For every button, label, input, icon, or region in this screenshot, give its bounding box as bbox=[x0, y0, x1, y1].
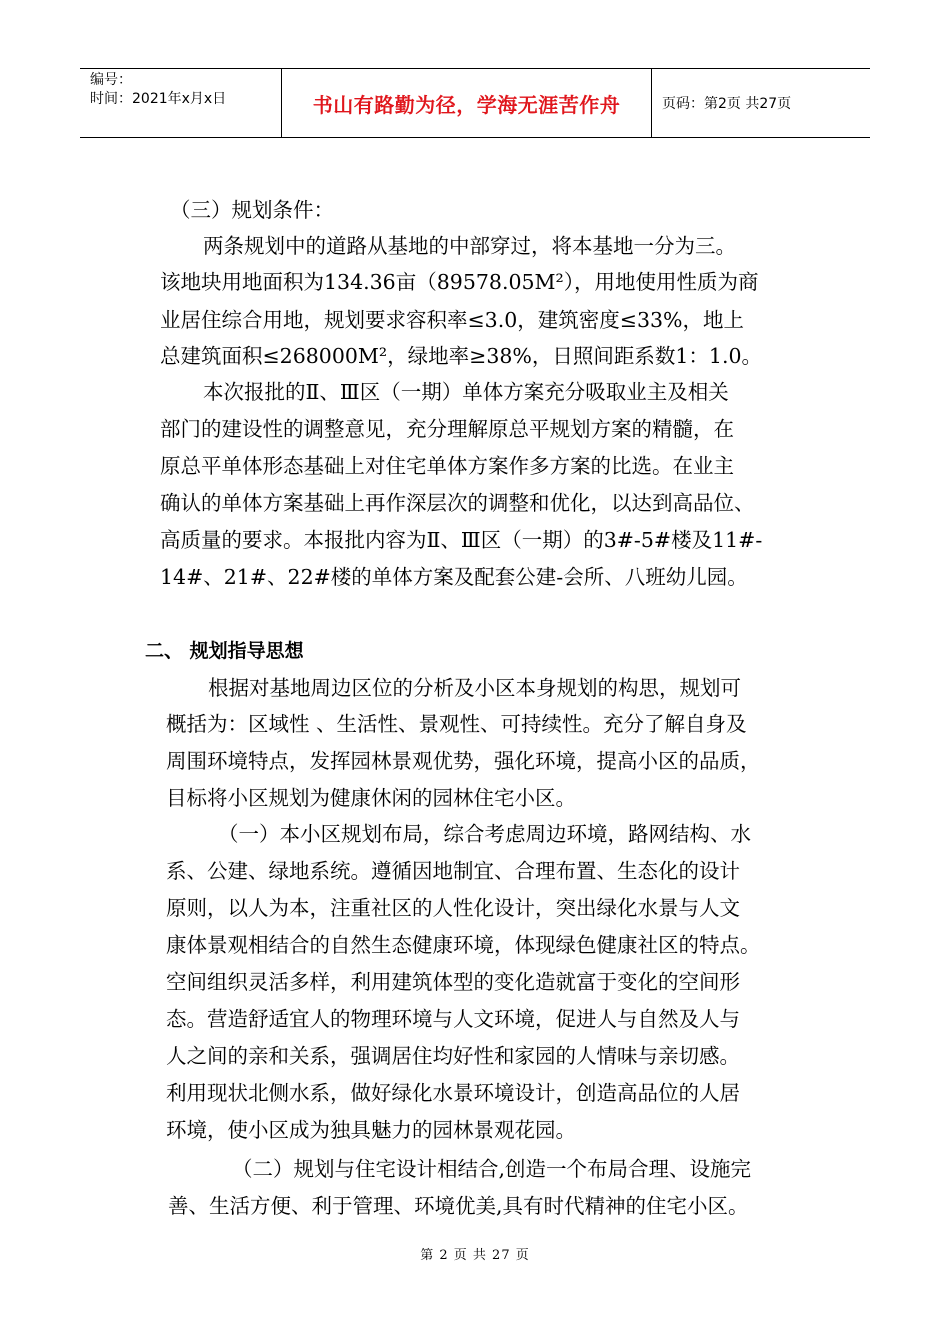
paragraph-line: 态。营造舒适宜人的物理环境与人文环境，促进人与自然及人与 bbox=[166, 1007, 740, 1031]
paragraph-line: 两条规划中的道路从基地的中部穿过，将本基地一分为三。 bbox=[203, 234, 736, 258]
paragraph-line: 根据对基地周边区位的分析及小区本身规划的构思，规划可 bbox=[208, 676, 741, 700]
paragraph-line: 原总平单体形态基础上对住宅单体方案作多方案的比选。在业主 bbox=[160, 454, 734, 478]
paragraph-line: 人之间的亲和关系，强调居住均好性和家园的人情味与亲切感。 bbox=[166, 1044, 740, 1068]
paragraph-line: （一）本小区规划布局，综合考虑周边环境，路网结构、水 bbox=[218, 822, 751, 846]
paragraph-line: 确认的单体方案基础上再作深层次的调整和优化，以达到高品位、 bbox=[160, 491, 755, 515]
header-meta bbox=[80, 69, 282, 137]
document-number: 编号： bbox=[90, 72, 132, 88]
paragraph-line: 业居住综合用地，规划要求容积率≤3.0，建筑密度≤33%，地上 bbox=[160, 308, 745, 332]
paragraph-line: 利用现状北侧水系，做好绿化水景环境设计，创造高品位的人居 bbox=[166, 1081, 740, 1105]
paragraph-line: 环境，使小区成为独具魅力的园林景观花园。 bbox=[166, 1118, 576, 1142]
subsection-heading: （三）规划条件： bbox=[170, 198, 334, 222]
paragraph-line: 空间组织灵活多样，利用建筑体型的变化造就富于变化的空间形 bbox=[166, 970, 740, 994]
paragraph-line: 周围环境特点，发挥园林景观优势，强化环境，提高小区的品质， bbox=[166, 749, 761, 773]
paragraph-line: 部门的建设性的调整意见，充分理解原总平规划方案的精髓，在 bbox=[160, 417, 734, 441]
paragraph-line: （二）规划与住宅设计相结合,创造一个布局合理、设施完 bbox=[232, 1157, 752, 1181]
header-page-info: 页码：第2页 共27页 bbox=[662, 96, 792, 112]
paragraph-line: 原则，以人为本，注重社区的人性化设计，突出绿化水景与人文 bbox=[166, 896, 740, 920]
page-header bbox=[80, 68, 870, 138]
paragraph-line: 系、公建、绿地系统。遵循因地制宜、合理布置、生态化的设计 bbox=[166, 859, 740, 883]
paragraph-line: 本次报批的Ⅱ、Ⅲ区（一期）单体方案充分吸取业主及相关 bbox=[203, 380, 729, 404]
paragraph-line: 14#、21#、22#楼的单体方案及配套公建-会所、八班幼儿园。 bbox=[160, 565, 748, 589]
header-motto: 书山有路勤为径，学海无涯苦作舟 bbox=[282, 69, 652, 137]
paragraph-line: 该地块用地面积为134.36亩（89578.05M²），用地使用性质为商 bbox=[160, 270, 759, 294]
paragraph-line: 善、生活方便、利于管理、环境优美,具有时代精神的住宅小区。 bbox=[168, 1194, 749, 1218]
paragraph-line: 目标将小区规划为健康休闲的园林住宅小区。 bbox=[166, 786, 576, 810]
paragraph-line: 高质量的要求。本报批内容为Ⅱ、Ⅲ区（一期）的3#-5#楼及11#- bbox=[160, 528, 763, 552]
paragraph-line: 康体景观相结合的自然生态健康环境，体现绿色健康社区的特点。 bbox=[166, 933, 761, 957]
paragraph-line: 总建筑面积≤268000M²，绿地率≥38%，日照间距系数1：1.0。 bbox=[160, 344, 763, 368]
paragraph-line: 概括为：区域性 、生活性、景观性、可持续性。充分了解自身及 bbox=[166, 712, 747, 736]
page-footer: 第 2 页 共 27 页 bbox=[420, 1248, 530, 1263]
section-heading: 二、 规划指导思想 bbox=[145, 640, 304, 662]
document-time: 时间：2021年x月x日 bbox=[90, 91, 227, 107]
